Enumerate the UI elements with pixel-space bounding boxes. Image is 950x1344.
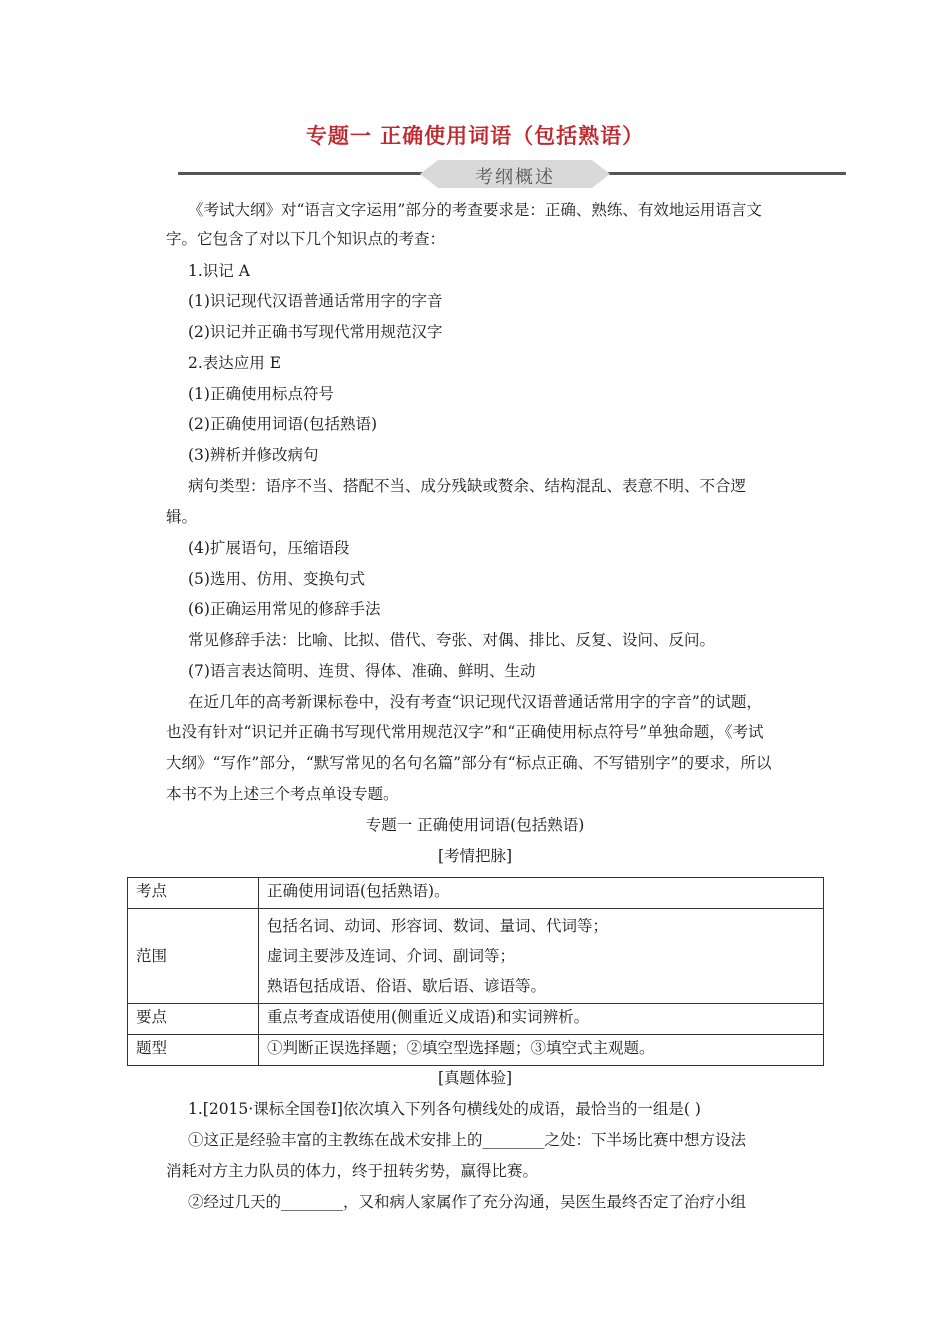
question-line: 1.[2015·课标全国卷Ⅰ]依次填入下列各句横线处的成语，最恰当的一组是( ) <box>188 1100 701 1118</box>
paragraph-line: 大纲》“写作”部分，“默写常见的名句名篇”部分有“标点正确、不写错别字”的要求，所以 <box>166 754 772 772</box>
banner-rule-right <box>602 172 846 175</box>
table-value <box>259 878 824 909</box>
table-value <box>259 1035 824 1066</box>
table-row <box>128 1004 824 1035</box>
list-item: (2)正确使用词语(包括熟语) <box>188 415 378 433</box>
table-value-line: 虚词主要涉及连词、介词、副词等； <box>267 947 516 965</box>
paragraph-line: 在近几年的高考新课标卷中，没有考查“识记现代汉语普通话常用字的字音”的试题， <box>188 693 762 711</box>
list-item: (5)选用、仿用、变换句式 <box>188 570 365 588</box>
paragraph-line: 字。它包含了对以下几个知识点的考查： <box>166 230 446 248</box>
list-item: (2)识记并正确书写现代常用规范汉字 <box>188 323 443 341</box>
paragraph-line: 《考试大纲》对“语言文字运用”部分的考查要求是：正确、熟练、有效地运用语言文 <box>188 201 762 219</box>
table-key: 范围 <box>128 909 259 1004</box>
section-heading: [真题体验] <box>437 1069 513 1087</box>
list-item: (6)正确运用常见的修辞手法 <box>188 600 381 618</box>
question-line: ②经过几天的________，又和病人家属作了充分沟通，吴医生最终否定了治疗小组 <box>188 1193 747 1211</box>
page-title: 专题一 正确使用词语（包括熟语） <box>305 123 645 148</box>
list-item: (3)辨析并修改病句 <box>188 446 319 464</box>
paragraph-line: 病句类型：语序不当、搭配不当、成分残缺或赘余、结构混乱、表意不明、不合逻 <box>188 477 747 495</box>
section-banner <box>420 160 610 188</box>
paragraph-line: 辑。 <box>166 508 198 526</box>
table-value <box>259 1004 824 1035</box>
table-row <box>128 878 824 909</box>
table-key: 题型 <box>128 1035 259 1066</box>
table-value-line: 熟语包括成语、俗语、歇后语、谚语等。 <box>267 977 547 995</box>
list-item: (1)正确使用标点符号 <box>188 385 334 403</box>
list-item: (7)语言表达简明、连贯、得体、准确、鲜明、生动 <box>188 662 536 680</box>
paragraph-line: 也没有针对“识记并正确书写现代常用规范汉字”和“正确使用标点符号”单独命题，《考试 <box>166 723 764 741</box>
exam-table <box>127 877 824 1066</box>
banner-rule-left <box>178 172 428 175</box>
table-row <box>128 909 824 1004</box>
list-item: (1)识记现代汉语普通话常用字的字音 <box>188 292 443 310</box>
list-item: 1.识记 A <box>188 262 250 280</box>
subtitle: 专题一 正确使用词语(包括熟语) <box>365 816 585 834</box>
table-value-line: 重点考查成语使用(侧重近义成语)和实词辨析。 <box>267 1008 590 1026</box>
section-heading: [考情把脉] <box>437 847 513 865</box>
table-key: 要点 <box>128 1004 259 1035</box>
paragraph-line: 常见修辞手法：比喻、比拟、借代、夸张、对偶、排比、反复、设问、反问。 <box>188 631 716 649</box>
table-key: 考点 <box>128 878 259 909</box>
table-value-line: 包括名词、动词、形容词、数词、量词、代词等； <box>267 917 609 935</box>
table-row <box>128 1035 824 1066</box>
table-value-line: ①判断正误选择题；②填空型选择题；③填空式主观题。 <box>267 1039 655 1057</box>
question-line: ①这正是经验丰富的主教练在战术安排上的________之处：下半场比赛中想方设法 <box>188 1131 747 1149</box>
question-line: 消耗对方主力队员的体力，终于扭转劣势，赢得比赛。 <box>166 1162 539 1180</box>
list-item: 2.表达应用 E <box>188 354 282 372</box>
table-value-line: 正确使用词语(包括熟语)。 <box>267 882 450 900</box>
paragraph-line: 本书不为上述三个考点单设专题。 <box>166 785 399 803</box>
banner-label: 考纲概述 <box>475 167 555 188</box>
table-value <box>259 909 824 1004</box>
list-item: (4)扩展语句，压缩语段 <box>188 539 350 557</box>
